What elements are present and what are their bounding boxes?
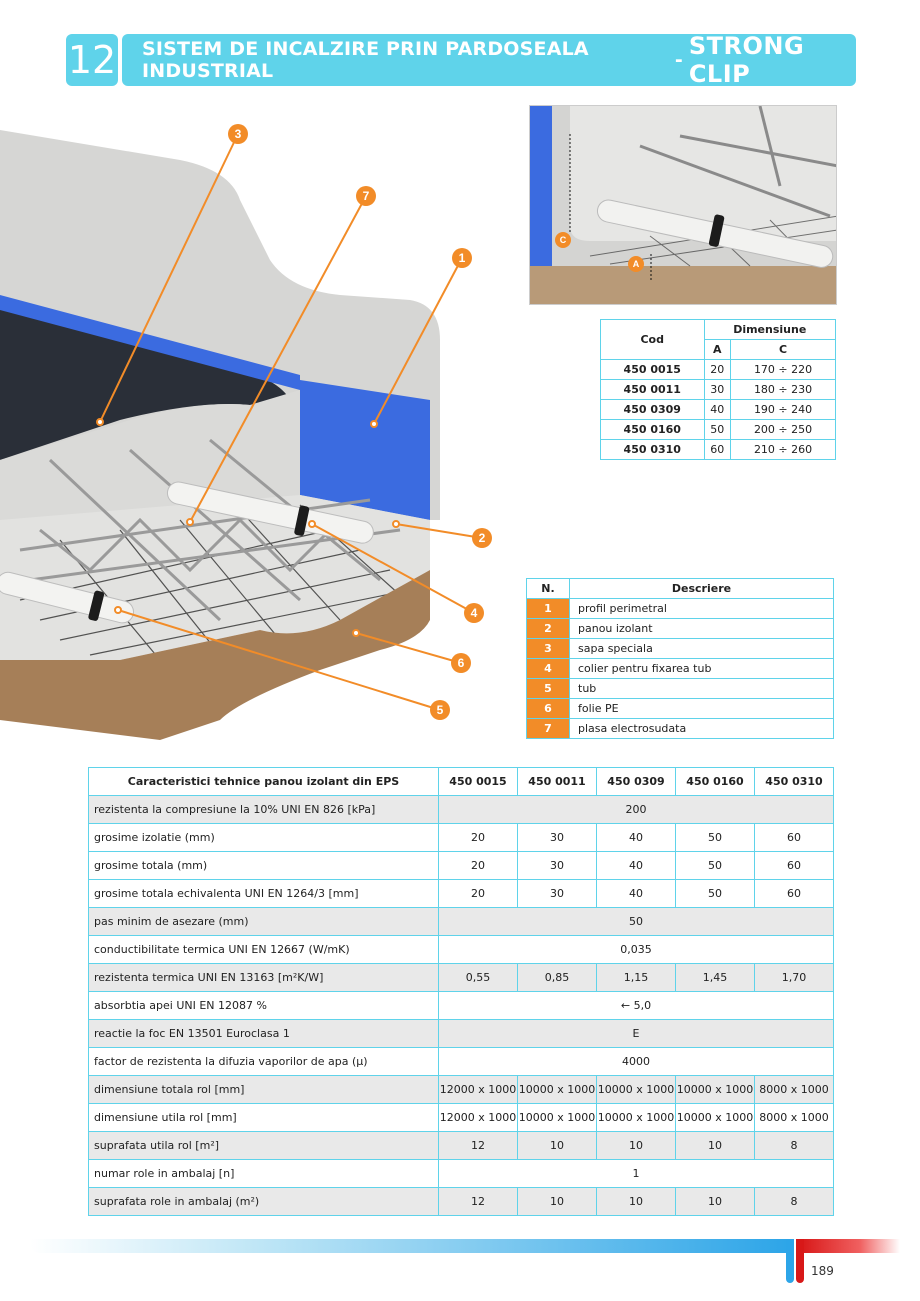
footer-bar-red — [800, 1239, 900, 1253]
row-label: dimensiune utila rol [mm] — [89, 1104, 439, 1132]
col-a-header: A — [704, 340, 731, 360]
row-value: 40 — [597, 824, 676, 852]
table-row — [601, 380, 836, 400]
title-separator: - — [674, 49, 683, 71]
detail-cross-section — [529, 105, 837, 305]
row-label: conductibilitate termica UNI EN 12667 (W/mK) — [89, 936, 439, 964]
cell-code: 450 0015 — [601, 360, 705, 380]
col-c-header: C — [731, 340, 836, 360]
dimension-table — [600, 319, 836, 460]
row-value: 10000 x 1000 — [597, 1076, 676, 1104]
description-table — [526, 578, 834, 739]
spec-table — [88, 767, 834, 1216]
row-value: 10 — [597, 1132, 676, 1160]
table-row — [601, 360, 836, 380]
row-value: 10 — [518, 1132, 597, 1160]
cell-a: 50 — [704, 420, 731, 440]
table-row — [89, 1104, 834, 1132]
table-row — [89, 1132, 834, 1160]
row-label: grosime totala echivalenta UNI EN 1264/3 [mm] — [89, 880, 439, 908]
row-value: 10000 x 1000 — [597, 1104, 676, 1132]
table-row — [527, 639, 834, 659]
cell-desc: plasa electrosudata — [570, 719, 834, 739]
cell-num: 6 — [527, 699, 570, 719]
row-value: 0,55 — [439, 964, 518, 992]
table-row — [89, 936, 834, 964]
col-desc-header: Descriere — [570, 579, 834, 599]
table-row — [527, 659, 834, 679]
floor-heating-illustration — [0, 100, 520, 740]
table-row — [527, 699, 834, 719]
cell-a: 40 — [704, 400, 731, 420]
row-label: reactie la foc EN 13501 Euroclasa 1 — [89, 1020, 439, 1048]
row-label: pas minim de asezare (mm) — [89, 908, 439, 936]
title-main: SISTEM DE INCALZIRE PRIN PARDOSEALA INDUSTRIAL — [142, 38, 589, 82]
table-row — [89, 1160, 834, 1188]
row-value: ← 5,0 — [439, 992, 834, 1020]
row-label: suprafata utila rol [m²] — [89, 1132, 439, 1160]
row-value: 10000 x 1000 — [518, 1076, 597, 1104]
cell-c: 190 ÷ 240 — [731, 400, 836, 420]
row-value: 8000 x 1000 — [755, 1076, 834, 1104]
cell-a: 60 — [704, 440, 731, 460]
cell-code: 450 0309 — [601, 400, 705, 420]
spec-header-code: 450 0310 — [755, 768, 834, 796]
detail-drawing — [530, 106, 837, 305]
row-label: numar role in ambalaj [n] — [89, 1160, 439, 1188]
table-row — [89, 1048, 834, 1076]
table-row — [601, 440, 836, 460]
table-row — [89, 1020, 834, 1048]
row-value: E — [439, 1020, 834, 1048]
table-row — [527, 719, 834, 739]
row-value: 10 — [676, 1188, 755, 1216]
row-value: 10 — [676, 1132, 755, 1160]
row-value: 10 — [518, 1188, 597, 1216]
row-value: 4000 — [439, 1048, 834, 1076]
row-value: 50 — [676, 880, 755, 908]
row-label: absorbtia apei UNI EN 12087 % — [89, 992, 439, 1020]
table-row — [89, 880, 834, 908]
row-value: 50 — [676, 852, 755, 880]
cell-a: 30 — [704, 380, 731, 400]
table-row — [89, 908, 834, 936]
page-title — [122, 34, 856, 86]
row-value: 20 — [439, 824, 518, 852]
row-label: grosime totala (mm) — [89, 852, 439, 880]
callout-3: 3 — [228, 124, 248, 144]
table-row — [601, 420, 836, 440]
chapter-number: 12 — [66, 34, 118, 86]
row-value: 50 — [439, 908, 834, 936]
footer-pipe-blue — [786, 1239, 794, 1283]
row-label: grosime izolatie (mm) — [89, 824, 439, 852]
callout-7: 7 — [356, 186, 376, 206]
cell-code: 450 0310 — [601, 440, 705, 460]
table-row — [527, 599, 834, 619]
row-value: 12000 x 1000 — [439, 1076, 518, 1104]
table-row — [89, 852, 834, 880]
table-row — [601, 400, 836, 420]
row-value: 40 — [597, 852, 676, 880]
row-value: 0,035 — [439, 936, 834, 964]
row-value: 1,70 — [755, 964, 834, 992]
title-accent: STRONG CLIP — [688, 32, 805, 88]
table-row — [527, 619, 834, 639]
row-value: 12 — [439, 1132, 518, 1160]
detail-callout-a: A — [628, 256, 644, 272]
cell-desc: sapa speciala — [570, 639, 834, 659]
row-value: 12 — [439, 1188, 518, 1216]
cell-num: 2 — [527, 619, 570, 639]
cell-desc: tub — [570, 679, 834, 699]
table-row — [89, 992, 834, 1020]
cell-desc: colier pentru fixarea tub — [570, 659, 834, 679]
cell-desc: panou izolant — [570, 619, 834, 639]
cell-desc: profil perimetral — [570, 599, 834, 619]
callout-1: 1 — [452, 248, 472, 268]
callout-2: 2 — [472, 528, 492, 548]
row-value: 200 — [439, 796, 834, 824]
col-code-header: Cod — [601, 320, 705, 360]
cell-code: 450 0160 — [601, 420, 705, 440]
page-number: 189 — [811, 1264, 834, 1278]
row-value: 40 — [597, 880, 676, 908]
row-value: 10000 x 1000 — [676, 1104, 755, 1132]
spec-header-code: 450 0160 — [676, 768, 755, 796]
callout-6: 6 — [451, 653, 471, 673]
cell-c: 180 ÷ 230 — [731, 380, 836, 400]
table-row — [89, 964, 834, 992]
row-value: 20 — [439, 852, 518, 880]
table-row — [89, 824, 834, 852]
cell-c: 170 ÷ 220 — [731, 360, 836, 380]
row-value: 1,45 — [676, 964, 755, 992]
spec-header-code: 450 0015 — [439, 768, 518, 796]
row-value: 10000 x 1000 — [676, 1076, 755, 1104]
row-value: 0,85 — [518, 964, 597, 992]
row-value: 50 — [676, 824, 755, 852]
cell-num: 4 — [527, 659, 570, 679]
cell-c: 200 ÷ 250 — [731, 420, 836, 440]
cell-num: 5 — [527, 679, 570, 699]
row-value: 1 — [439, 1160, 834, 1188]
callout-4: 4 — [464, 603, 484, 623]
col-n-header: N. — [527, 579, 570, 599]
row-value: 30 — [518, 880, 597, 908]
cell-desc: folie PE — [570, 699, 834, 719]
footer-bar-blue — [30, 1239, 790, 1253]
row-value: 60 — [755, 824, 834, 852]
table-row — [89, 796, 834, 824]
row-label: factor de rezistenta la difuzia vaporilor de apa (μ) — [89, 1048, 439, 1076]
row-label: suprafata role in ambalaj (m²) — [89, 1188, 439, 1216]
footer-pipe-red — [796, 1239, 804, 1283]
cell-num: 3 — [527, 639, 570, 659]
cell-c: 210 ÷ 260 — [731, 440, 836, 460]
cell-code: 450 0011 — [601, 380, 705, 400]
spec-header-code: 450 0309 — [597, 768, 676, 796]
spec-header-label: Caracteristici tehnice panou izolant din EPS — [89, 768, 439, 796]
row-value: 10000 x 1000 — [518, 1104, 597, 1132]
row-value: 60 — [755, 880, 834, 908]
row-value: 10 — [597, 1188, 676, 1216]
table-row — [527, 679, 834, 699]
row-value: 60 — [755, 852, 834, 880]
row-value: 20 — [439, 880, 518, 908]
row-value: 8 — [755, 1188, 834, 1216]
row-label: dimensiune totala rol [mm] — [89, 1076, 439, 1104]
row-label: rezistenta la compresiune la 10% UNI EN 826 [kPa] — [89, 796, 439, 824]
row-value: 1,15 — [597, 964, 676, 992]
detail-callout-c: C — [555, 232, 571, 248]
cell-num: 1 — [527, 599, 570, 619]
spec-header-code: 450 0011 — [518, 768, 597, 796]
col-dimension-header: Dimensiune — [704, 320, 836, 340]
table-row — [89, 1188, 834, 1216]
table-row — [89, 1076, 834, 1104]
row-value: 8 — [755, 1132, 834, 1160]
row-value: 30 — [518, 852, 597, 880]
cell-a: 20 — [704, 360, 731, 380]
row-label: rezistenta termica UNI EN 13163 [m²K/W] — [89, 964, 439, 992]
row-value: 12000 x 1000 — [439, 1104, 518, 1132]
callout-5: 5 — [430, 700, 450, 720]
row-value: 8000 x 1000 — [755, 1104, 834, 1132]
row-value: 30 — [518, 824, 597, 852]
cell-num: 7 — [527, 719, 570, 739]
